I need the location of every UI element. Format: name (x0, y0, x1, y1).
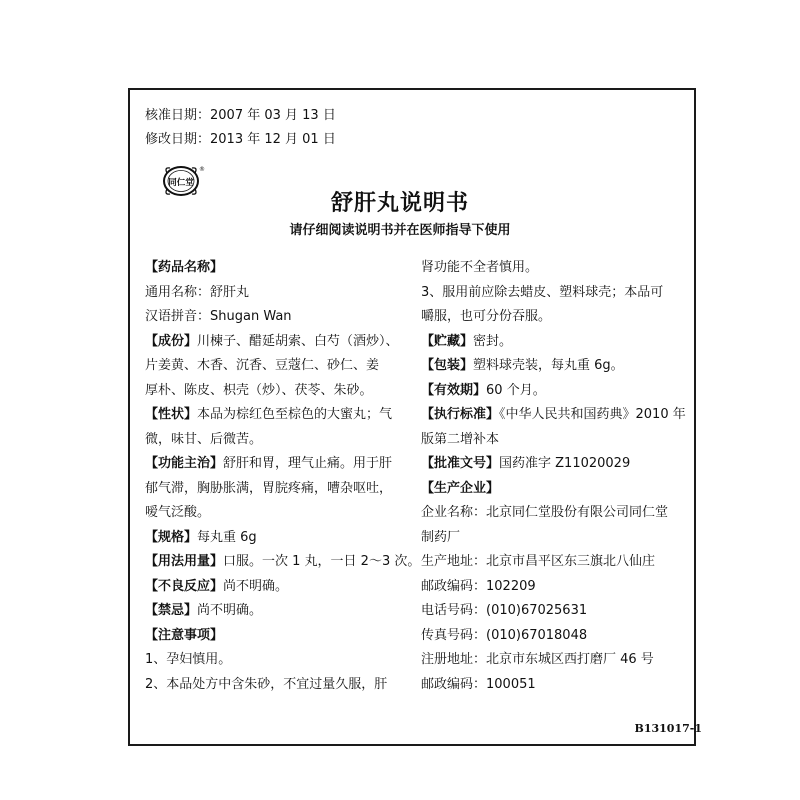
line-text: 嗳气泛酸。 (145, 505, 211, 520)
line-text: 电话号码：(010)67025631 (421, 603, 588, 618)
text-line (421, 379, 691, 404)
line-text: 塑料球壳装，每丸重 6g。 (473, 358, 624, 373)
text-line (145, 599, 415, 624)
text-line (145, 330, 415, 355)
line-text: 60 个月。 (486, 382, 546, 398)
text-line (421, 403, 691, 428)
line-text: 邮政编码：102209 (421, 578, 536, 594)
text-line (145, 379, 415, 404)
section-heading: 【注意事项】 (145, 627, 224, 643)
line-text: 舒肝和胃，理气止痛。用于肝 (223, 456, 393, 471)
text-line (145, 256, 415, 281)
section-heading: 【功能主治】 (145, 456, 224, 471)
line-text: 郁气滞，胸胁胀满，胃脘疼痛，嘈杂呕吐， (145, 480, 393, 496)
line-text: 本品为棕红色至棕色的大蜜丸；气 (197, 407, 393, 422)
line-text: 密封。 (473, 333, 513, 349)
line-text: 《中华人民共和国药典》2010 年 (499, 407, 686, 422)
section-heading: 【禁忌】 (145, 603, 198, 618)
text-line (145, 673, 415, 698)
text-line (145, 354, 415, 379)
svg-text:同仁堂: 同仁堂 (168, 178, 194, 188)
line-text: 传真号码：(010)67018048 (421, 627, 588, 643)
document-title: 舒肝丸说明书 (330, 191, 469, 216)
section-heading: 【批准文号】 (421, 456, 500, 471)
text-line (421, 256, 691, 281)
line-text: 口服。一次 1 丸，一日 2～3 次。 (223, 554, 421, 569)
text-line (421, 648, 691, 673)
line-text: 3、服用前应除去蜡皮、塑料球壳；本品可 (421, 284, 664, 300)
text-line (145, 452, 415, 477)
revision-date: 修改日期：2013 年 12 月 01 日 (145, 132, 336, 147)
line-text: 邮政编码：100051 (421, 676, 536, 692)
line-text: 1、孕妇慎用。 (145, 652, 232, 667)
svg-text:®: ® (199, 166, 205, 173)
section-heading: 【执行标准】 (421, 407, 500, 422)
text-line (421, 428, 691, 453)
text-line (145, 550, 421, 575)
text-line (421, 452, 691, 477)
line-text: 尚不明确。 (223, 578, 289, 594)
text-line (145, 624, 415, 649)
line-text: 国药准字 Z11020029 (499, 456, 631, 471)
section-heading: 【用法用量】 (145, 554, 224, 569)
section-heading: 【包装】 (421, 358, 474, 373)
line-text: 片姜黄、木香、沉香、豆蔻仁、砂仁、姜 (145, 358, 380, 373)
text-line (145, 648, 415, 673)
text-line (145, 501, 415, 526)
left-column (145, 256, 421, 697)
line-text: 尚不明确。 (197, 603, 263, 618)
text-line (145, 403, 415, 428)
section-heading: 【不良反应】 (145, 578, 224, 594)
line-text: 企业名称：北京同仁堂股份有限公司同仁堂 (421, 505, 669, 520)
line-text: 2、本品处方中含朱砂，不宜过量久服，肝 (145, 676, 388, 692)
line-text: 版第二增补本 (421, 431, 500, 447)
line-text: 生产地址：北京市昌平区东三旗北八仙庄 (421, 554, 656, 569)
text-line (145, 305, 415, 330)
text-line (145, 575, 415, 600)
text-line (421, 550, 691, 575)
document-subtitle: 请仔细阅读说明书并在医师指导下使用 (289, 223, 511, 238)
section-heading: 【性状】 (145, 407, 198, 422)
text-line (421, 575, 691, 600)
date-block (145, 104, 336, 152)
text-line (145, 477, 415, 502)
text-line (421, 330, 691, 355)
text-line (421, 501, 691, 526)
text-line (421, 624, 691, 649)
section-heading: 【有效期】 (421, 382, 487, 398)
section-heading: 【药品名称】 (145, 260, 224, 275)
line-text: 每丸重 6g (197, 529, 257, 545)
approval-date: 核准日期：2007 年 03 月 13 日 (145, 108, 336, 123)
text-line (421, 477, 691, 502)
line-text: 肾功能不全者慎用。 (421, 260, 539, 275)
text-line (145, 526, 415, 551)
section-heading: 【规格】 (145, 529, 198, 545)
line-text: 制药厂 (421, 529, 461, 545)
line-text: 嚼服，也可分份吞服。 (421, 309, 552, 324)
text-line (145, 281, 415, 306)
line-text: 厚朴、陈皮、枳壳（炒）、茯苓、朱砂。 (145, 382, 373, 398)
print-code: B131017-1 (634, 722, 702, 735)
text-line (421, 526, 691, 551)
text-line (421, 305, 691, 330)
line-text: 微，味甘、后微苦。 (145, 431, 263, 447)
text-line (421, 281, 691, 306)
text-line (421, 599, 691, 624)
line-text: 川楝子、醋延胡索、白芍（酒炒）、 (197, 333, 399, 349)
text-line (421, 354, 691, 379)
text-line (145, 428, 415, 453)
right-column (421, 256, 691, 697)
section-heading: 【成份】 (145, 333, 198, 349)
section-heading: 【贮藏】 (421, 333, 474, 349)
line-text: 通用名称：舒肝丸 (145, 284, 250, 300)
section-heading: 【生产企业】 (421, 480, 500, 496)
line-text: 汉语拼音：Shugan Wan (145, 309, 292, 324)
line-text: 注册地址：北京市东城区西打磨厂 46 号 (421, 652, 654, 667)
text-line (421, 673, 691, 698)
